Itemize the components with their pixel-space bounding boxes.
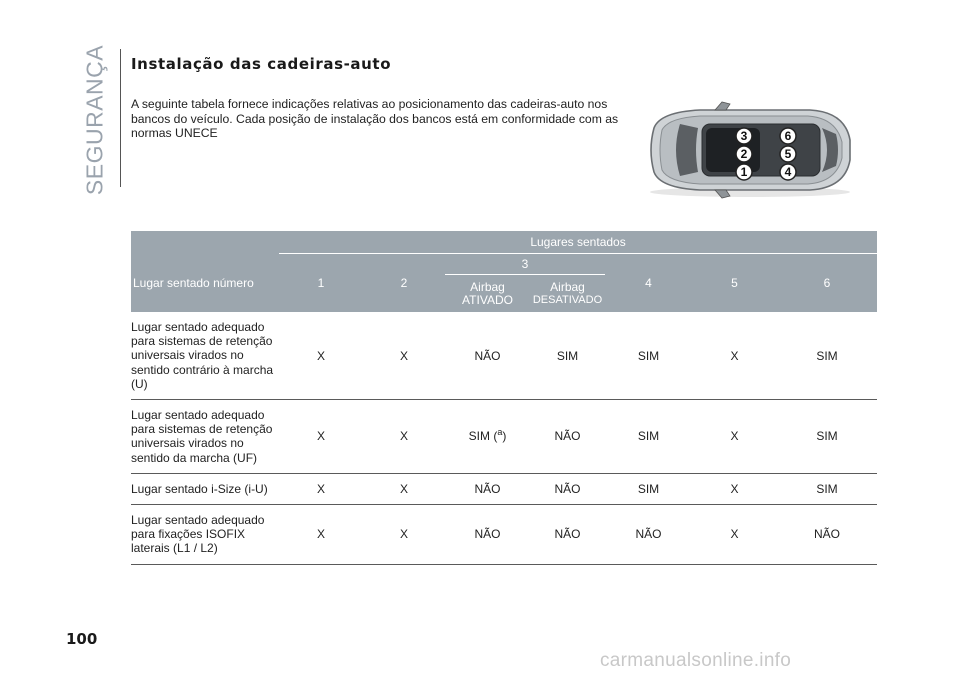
cell: X: [363, 473, 445, 504]
seat-badge-1: 1: [740, 165, 748, 179]
cell: SIM: [777, 473, 877, 504]
col-header-4: 4: [605, 254, 692, 313]
table-row: [131, 505, 877, 565]
col-header-6: 6: [777, 254, 877, 313]
col-header-3-airbag-off: Airbag DESATIVADO: [530, 275, 605, 313]
cell: SIM: [777, 312, 877, 400]
cell: X: [279, 312, 363, 400]
cell: X: [279, 400, 363, 474]
cell: X: [363, 312, 445, 400]
cell: NÃO: [445, 505, 530, 565]
page-number: 100: [66, 630, 98, 648]
cell: X: [692, 312, 777, 400]
seat-badge-6: 6: [784, 129, 792, 143]
cell: NÃO: [445, 473, 530, 504]
page-title: Instalação das cadeiras-auto: [131, 55, 392, 73]
table-row: [131, 473, 877, 504]
cell: X: [692, 473, 777, 504]
row-label: Lugar sentado i-Size (i-U): [131, 473, 279, 504]
row-label: Lugar sentado adequado para sistemas de retenção universais virados no sentido contrário à marcha (U): [131, 312, 279, 400]
cell: X: [279, 473, 363, 504]
cell: SIM: [605, 400, 692, 474]
seat-badge-5: 5: [784, 147, 792, 161]
watermark: carmanualsonline.info: [600, 650, 792, 671]
table-row: [131, 312, 877, 400]
col-header-5: 5: [692, 254, 777, 313]
cell: SIM: [605, 473, 692, 504]
cell: SIM: [530, 312, 605, 400]
row-label: Lugar sentado adequado para sistemas de retenção universais virados no sentido da marcha (UF): [131, 400, 279, 474]
car-seat-diagram: [640, 100, 860, 200]
cell: NÃO: [777, 505, 877, 565]
section-label: SEGURANÇA: [81, 44, 108, 195]
cell: NÃO: [530, 400, 605, 474]
seat-badge-3: 3: [740, 129, 748, 143]
section-divider: [120, 49, 121, 187]
cell: X: [692, 505, 777, 565]
cell: NÃO: [605, 505, 692, 565]
row-label: Lugar sentado adequado para fixações ISOFIX laterais (L1 / L2): [131, 505, 279, 565]
seat-badge-4: 4: [784, 165, 792, 179]
table-header-spacer: [131, 231, 279, 254]
col-header-2: 2: [363, 254, 445, 313]
cell: X: [363, 400, 445, 474]
cell: X: [692, 400, 777, 474]
cell: NÃO: [530, 473, 605, 504]
cell: X: [363, 505, 445, 565]
row-header: Lugar sentado número: [131, 254, 279, 313]
cell: X: [279, 505, 363, 565]
col-header-3: 3: [445, 254, 605, 275]
group-header: Lugares sentados: [279, 231, 877, 254]
seat-badge-2: 2: [740, 147, 748, 161]
intro-paragraph: A seguinte tabela fornece indicações relativas ao posicionamento das cadeiras-auto nos bancos do veículo. Cada posição de instalação dos bancos está em conformidade com as normas UNECE: [131, 97, 619, 141]
child-seat-table: [131, 231, 877, 565]
table-row: [131, 400, 877, 474]
col-header-1: 1: [279, 254, 363, 313]
cell-sim-a: SIM ($^a$): [445, 400, 530, 474]
cell: NÃO: [530, 505, 605, 565]
col-header-3-airbag-on: Airbag ATIVADO: [445, 275, 530, 313]
cell: SIM: [605, 312, 692, 400]
cell: NÃO: [445, 312, 530, 400]
cell: SIM: [777, 400, 877, 474]
